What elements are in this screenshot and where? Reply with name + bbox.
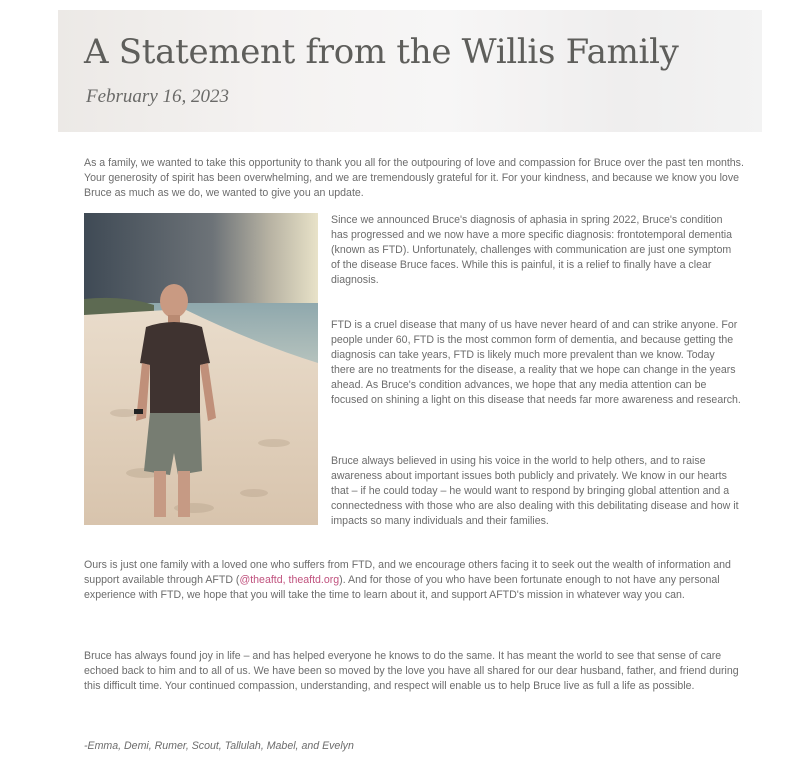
- aftd-website-link[interactable]: theaftd.org: [288, 574, 340, 586]
- signature: -Emma, Demi, Rumer, Scout, Tallulah, Mabel, and Evelyn: [84, 740, 354, 752]
- joy-paragraph: Bruce has always found joy in life – and has helped everyone he knows to do the same. It has meant the world to see that sense of care echoed back to him and to all of us. We have been so moved by the love you have all shared for our dear husband, father, and friend during this difficult time. Your continued compassion, understanding, and respect will enable us to help Bruce live as full a life as possible.: [84, 650, 739, 692]
- page-header: [58, 10, 762, 132]
- aftd-twitter-link[interactable]: @theaftd: [239, 574, 283, 586]
- diagnosis-paragraph: Since we announced Bruce's diagnosis of aphasia in spring 2022, Bruce's condition has progressed and we now have a more specific diagnosis: frontotemporal dementia (known as FTD). Unfortunately, challenges with communication are just one symptom of the disease Bruce faces. While this is painful, it is a relief to finally have a clear diagnosis.: [331, 214, 733, 286]
- voice-paragraph: Bruce always believed in using his voice in the world to help others, and to raise awareness about important issues both publicly and privately. We know in our hearts that – if he could today – he would want to respond by bringing global attention and a connectedness with those who are also dealing with this debilitating disease and how it impacts so many individuals and their families.: [331, 455, 739, 527]
- diagnosis-paragraph-block: [331, 213, 741, 288]
- ftd-paragraph-block: [331, 318, 741, 408]
- aftd-text-before: Ours is just one family with a loved one who suffers from FTD, and we encourage others facing it to seek out the wealth of information and support available through AFTD (: [84, 559, 731, 586]
- publish-date: February 16, 2023: [86, 86, 230, 107]
- aftd-text-after: ). And for those of you who have been fortunate enough to not have any personal experience with FTD, we hope that you will take the time to learn about it, and support AFTD's mission in whatever way you can.: [84, 574, 720, 601]
- page-title: A Statement from the Willis Family: [84, 32, 679, 72]
- voice-paragraph-block: [331, 454, 741, 529]
- beach-photo-illustration: [84, 213, 318, 525]
- intro-paragraph: As a family, we wanted to take this opportunity to thank you all for the outpouring of love and compassion for Bruce over the past ten months. Your generosity of spirit has been overwhelming, and we are tremendously grateful for it. For your kindness, and because we know you love Bruce as much as we do, we wanted to give you an update.: [84, 157, 744, 199]
- aftd-paragraph: [84, 558, 744, 603]
- ftd-paragraph: FTD is a cruel disease that many of us have never heard of and can strike anyone. For people under 60, FTD is the most common form of dementia, and because getting the diagnosis can take years, FTD is likely much more prevalent than we know. Today there are no treatments for the disease, a reality that we hope can change in the years ahead. As Bruce's condition advances, we hope that any media attention can be focused on shining a light on this disease that needs far more awareness and research.: [331, 319, 741, 406]
- bruce-beach-photo: [84, 213, 318, 525]
- aftd-separator: ,: [282, 574, 289, 586]
